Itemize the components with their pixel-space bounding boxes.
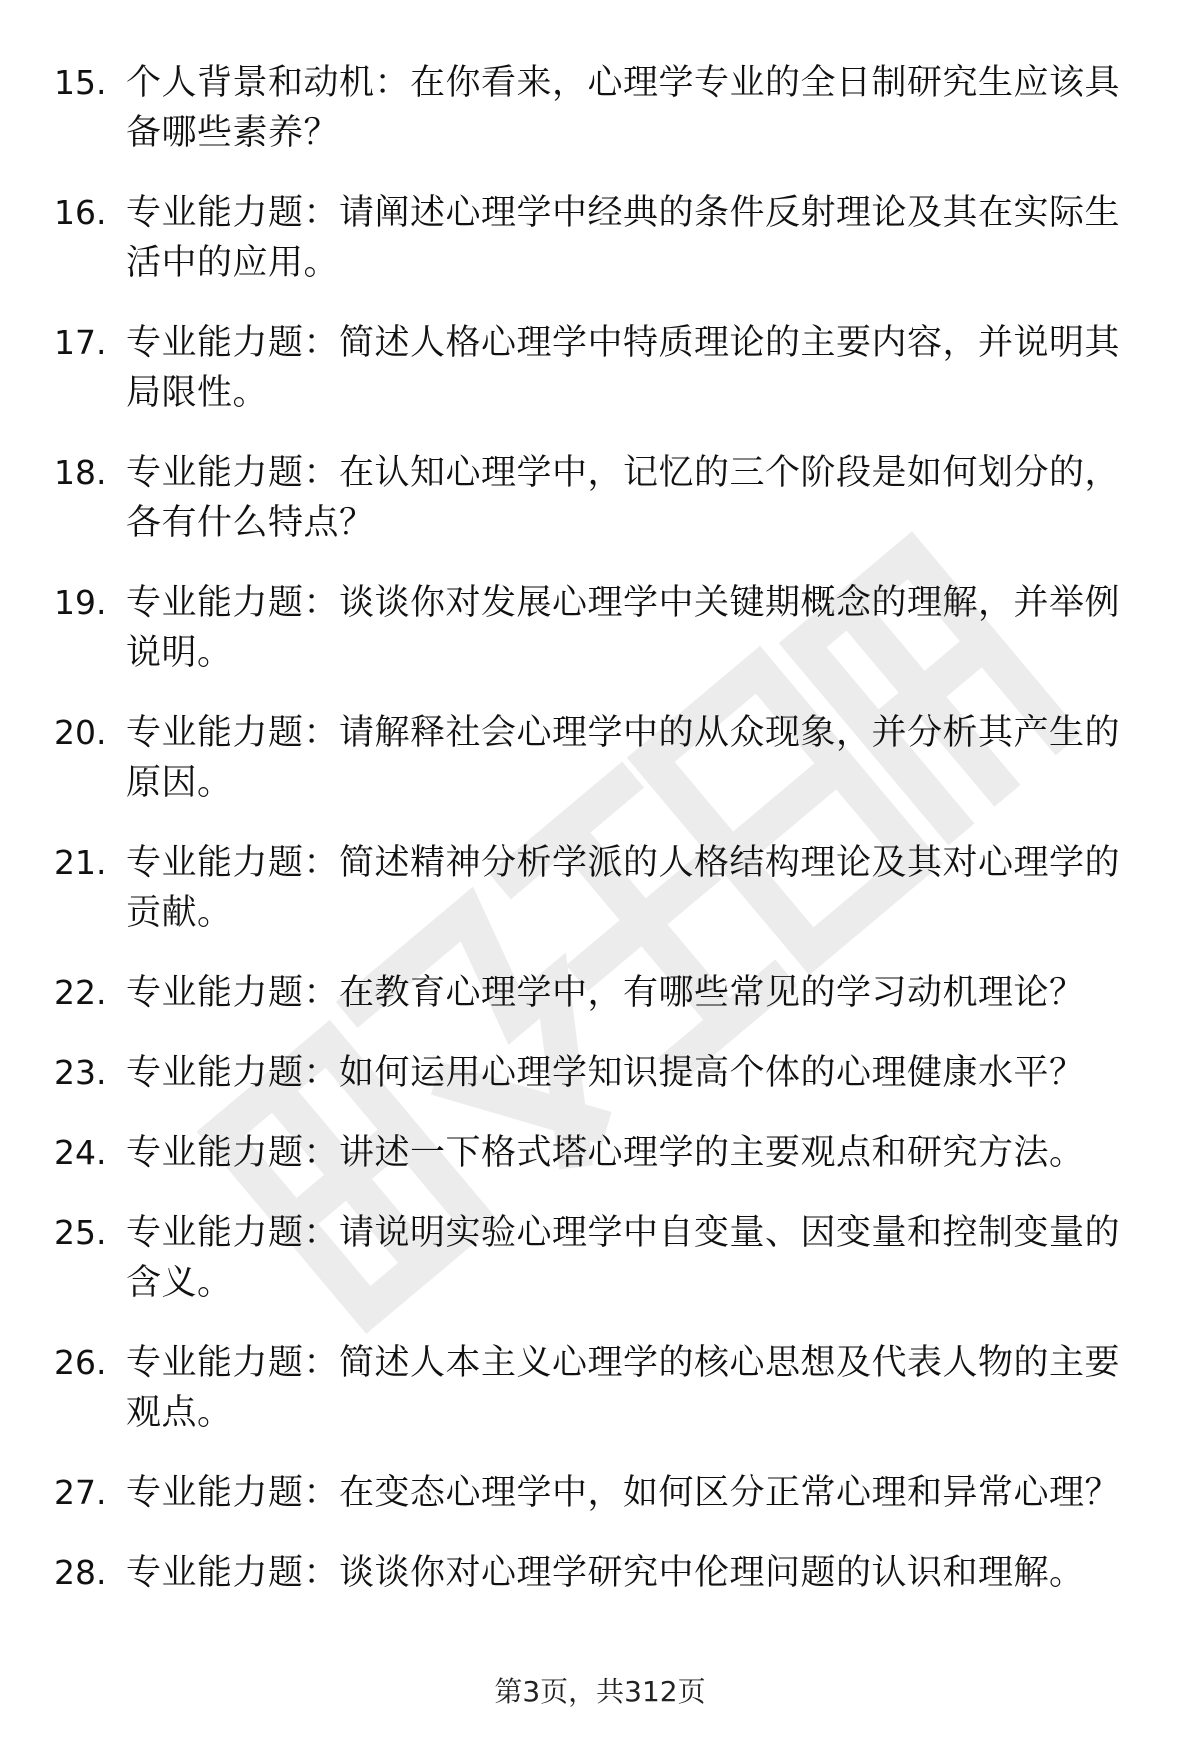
question-number: 26. (54, 1343, 107, 1382)
question-text: 专业能力题：谈谈你对发展心理学中关键期概念的理解，并举例说明。 (126, 583, 1121, 673)
question-item (0, 58, 1200, 158)
question-text: 专业能力题：谈谈你对心理学研究中伦理问题的认识和理解。 (126, 1553, 1085, 1593)
question-text: 专业能力题：如何运用心理学知识提高个体的心理健康水平？ (126, 1053, 1085, 1093)
question-number: 21. (54, 843, 107, 882)
question-number: 24. (54, 1133, 107, 1172)
question-number: 17. (54, 323, 107, 362)
question-item (0, 578, 1200, 678)
question-item (0, 1208, 1200, 1308)
question-text: 专业能力题：请阐述心理学中经典的条件反射理论及其在实际生活中的应用。 (126, 193, 1121, 283)
question-item (0, 1128, 1200, 1178)
question-item (0, 448, 1200, 548)
question-number: 22. (54, 973, 107, 1012)
page-number-footer: 第3页，共312页 (494, 1675, 706, 1708)
question-number: 15. (54, 63, 107, 102)
question-item (0, 1338, 1200, 1438)
question-number: 25. (54, 1213, 107, 1252)
question-text: 专业能力题：在变态心理学中，如何区分正常心理和异常心理？ (126, 1473, 1121, 1513)
question-number: 19. (54, 583, 107, 622)
question-list (0, 58, 1200, 1628)
question-item (0, 1048, 1200, 1098)
question-text: 专业能力题：在认知心理学中，记忆的三个阶段是如何划分的，各有什么特点？ (126, 453, 1121, 543)
question-item (0, 1548, 1200, 1598)
question-number: 27. (54, 1473, 107, 1512)
question-number: 20. (54, 713, 107, 752)
question-item (0, 1468, 1200, 1518)
question-number: 23. (54, 1053, 107, 1092)
question-text: 专业能力题：在教育心理学中，有哪些常见的学习动机理论？ (126, 973, 1085, 1013)
question-text: 专业能力题：简述人本主义心理学的核心思想及代表人物的主要观点。 (126, 1343, 1121, 1433)
question-number: 28. (54, 1553, 107, 1592)
question-text: 专业能力题：简述人格心理学中特质理论的主要内容，并说明其局限性。 (126, 323, 1121, 413)
question-text: 专业能力题：简述精神分析学派的人格结构理论及其对心理学的贡献。 (126, 843, 1121, 933)
question-number: 18. (54, 453, 107, 492)
question-number: 16. (54, 193, 107, 232)
question-text: 专业能力题：讲述一下格式塔心理学的主要观点和研究方法。 (126, 1133, 1085, 1173)
question-item (0, 838, 1200, 938)
question-item (0, 708, 1200, 808)
question-text: 专业能力题：请说明实验心理学中自变量、因变量和控制变量的含义。 (126, 1213, 1121, 1303)
question-item (0, 188, 1200, 288)
question-item (0, 968, 1200, 1018)
question-text: 个人背景和动机：在你看来，心理学专业的全日制研究生应该具备哪些素养？ (126, 63, 1121, 153)
question-item (0, 318, 1200, 418)
question-text: 专业能力题：请解释社会心理学中的从众现象，并分析其产生的原因。 (126, 713, 1121, 803)
